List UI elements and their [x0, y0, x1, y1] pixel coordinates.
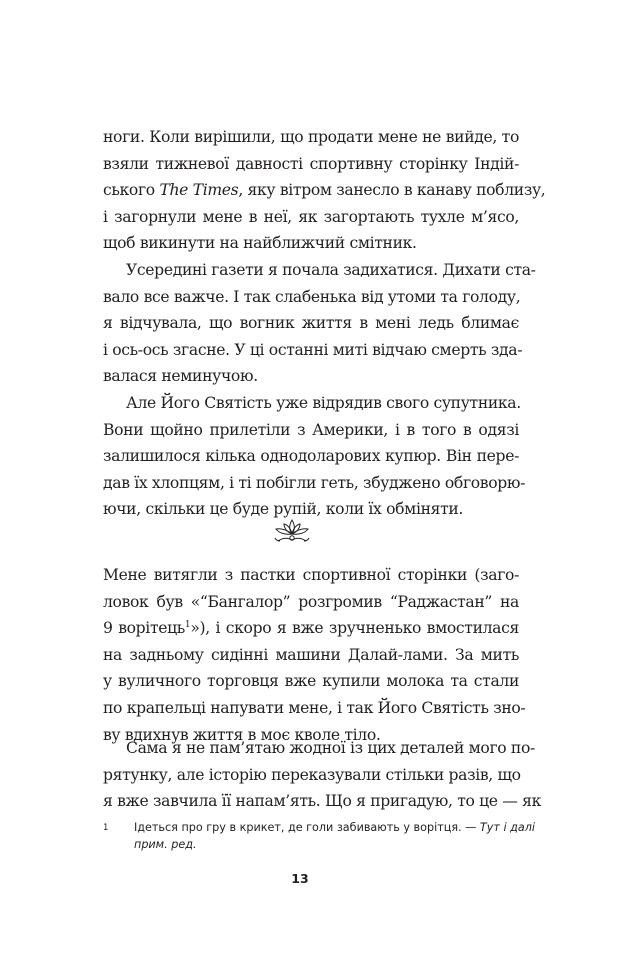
- text-line: Але Його Святість уже відрядив свого супутника.: [126, 394, 521, 412]
- text-line: щоб викинути на найближчий смітник.: [103, 234, 417, 253]
- text-fragment: 9 ворітець: [103, 619, 185, 638]
- footnote-reference: 1: [184, 620, 191, 630]
- text-line: і загорнули мене в неї, як загортають тухле м’ясо,: [103, 207, 519, 226]
- text-line: на задньому сидінні машини Далай-лами. За мить: [103, 645, 519, 664]
- text-line: дав їх хлопцям, і ті побігли геть, збуджено обговорю-: [103, 473, 526, 492]
- footnote-number: 1: [103, 823, 109, 833]
- text-line: ючи, скільки це буде рупій, коли їх обміняти.: [103, 500, 464, 519]
- footnote-line: [103, 819, 535, 836]
- paragraph-1: [103, 124, 546, 257]
- text-line: і ось-ось згасне. У ці останні миті відчаю смерть зда-: [103, 340, 523, 359]
- page-number: 13: [291, 871, 309, 886]
- text-fragment: , яку вітром занесло в канаву поблизу,: [238, 181, 546, 200]
- footnote: [103, 819, 535, 853]
- text-line: [103, 615, 519, 642]
- newspaper-title: The Times: [159, 181, 239, 200]
- text-fragment: »), і скоро я вже зручненько вмостилася: [190, 619, 519, 638]
- paragraph-4: [103, 562, 526, 748]
- text-line: вало все важче. І так слабенька від утоми та голоду,: [103, 287, 521, 306]
- text-line: Усередині газети я почала задихатися. Дихати ста-: [126, 261, 536, 279]
- text-line: я відчувала, що вогник життя в мені ледь блимає: [103, 314, 519, 333]
- text-line: залишилося кілька однодоларових купюр. Він пере-: [103, 447, 519, 466]
- text-fragment: ського: [103, 181, 160, 200]
- text-line: взяли тижневої давності спортивну сторінку Індій-: [103, 154, 519, 173]
- text-line: по крапельці напувати мене, і так Його Святість зно-: [103, 698, 526, 717]
- footnote-italic: Тут і далі: [479, 821, 535, 834]
- lotus-ornament-icon: [272, 516, 312, 546]
- text-line: ву вдихнув життя в моє кволе тіло.: [103, 725, 381, 744]
- paragraph-3: [103, 390, 526, 523]
- paragraph-2: [103, 257, 536, 390]
- text-line: я вже завчила її напам’ять. Що я пригадую, то це — як: [103, 792, 542, 811]
- footnote-text: Ідеться про гру в крикет, де голи забивають у ворітця. —: [134, 821, 480, 834]
- text-line: Мене витягли з пастки спортивної сторінки (заго-: [103, 566, 519, 584]
- text-line: Вони щойно прилетіли з Америки, і в того в одязі: [103, 420, 519, 439]
- text-line: рятунку, але історію переказували стільки разів, що: [103, 765, 521, 784]
- text-line: ловок був «“Бангалор” розгромив “Раджастан” на: [103, 592, 519, 611]
- text-line: Сама я не пам’ятаю жодної із цих деталей мого по-: [126, 739, 535, 757]
- text-line: валася неминучою.: [103, 367, 258, 386]
- text-line: [103, 177, 546, 204]
- footnote-line: [103, 836, 519, 853]
- paragraph-5: [103, 735, 542, 815]
- text-line: ноги. Коли вирішили, що продати мене не вийде, то: [103, 128, 519, 146]
- footnote-italic: прим. ред.: [134, 838, 197, 851]
- text-line: у вуличного торговця вже купили молока та стали: [103, 672, 519, 691]
